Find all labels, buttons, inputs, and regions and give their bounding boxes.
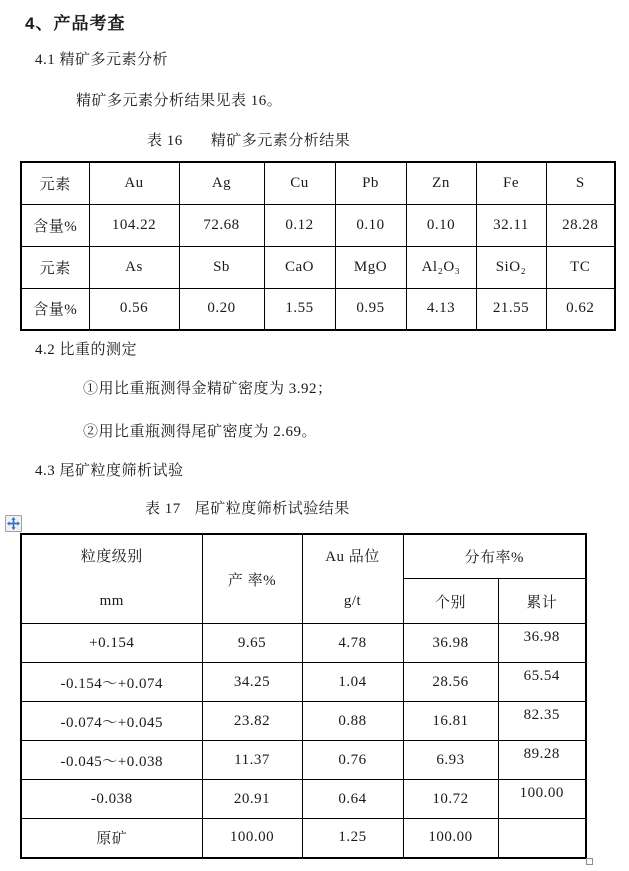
table16-cell[interactable]: 0.56	[89, 288, 179, 330]
table16-cell[interactable]: 0.95	[335, 288, 406, 330]
table-header-row	[21, 534, 586, 579]
table16-cell[interactable]: 104.22	[89, 204, 179, 246]
table17-cell[interactable]: 89.28	[498, 741, 586, 780]
table17-cell[interactable]: 65.54	[498, 663, 586, 702]
table17-cell[interactable]: 36.98	[403, 624, 498, 663]
table17-caption[interactable]	[145, 497, 350, 518]
table-row	[21, 162, 615, 204]
section-heading[interactable]: 4、产品考查	[25, 14, 126, 33]
table17-cell[interactable]: 1.04	[302, 663, 403, 702]
table16-label-cell[interactable]: 含量%	[21, 204, 89, 246]
table16-cell[interactable]: 0.12	[264, 204, 335, 246]
table17-cell[interactable]: 100.00	[403, 819, 498, 858]
table17-header-size-class[interactable]	[21, 534, 202, 624]
table16-cell[interactable]: Sb	[179, 246, 264, 288]
table17-cell[interactable]: 4.78	[302, 624, 403, 663]
table16-cell[interactable]: Al₂O₃	[406, 246, 476, 288]
table16-multi-element-analysis	[20, 161, 616, 331]
table16-cell[interactable]: CaO	[264, 246, 335, 288]
subsection-4-3-title[interactable]: 4.3 尾矿粒度筛析试验	[35, 463, 184, 479]
table16-label-cell[interactable]: 含量%	[21, 288, 89, 330]
table16-cell[interactable]: 28.28	[546, 204, 615, 246]
table16-cell[interactable]: 0.20	[179, 288, 264, 330]
table17-cell[interactable]: 10.72	[403, 780, 498, 819]
table16-caption-label: 表 16	[147, 133, 183, 149]
table17-cell[interactable]: 100.00	[498, 780, 586, 819]
table16-cell[interactable]: Au	[89, 162, 179, 204]
table16-cell[interactable]: Ag	[179, 162, 264, 204]
table17-cell[interactable]: 9.65	[202, 624, 302, 663]
paragraph-density-tailings[interactable]: ②用比重瓶测得尾矿密度为 2.69。	[83, 424, 318, 440]
table-row	[21, 663, 586, 702]
table17-cell[interactable]: 0.88	[302, 702, 403, 741]
table16-cell[interactable]: 4.13	[406, 288, 476, 330]
table16-cell[interactable]: TC	[546, 246, 615, 288]
table16-cell[interactable]: 0.10	[335, 204, 406, 246]
paragraph-density-concentrate[interactable]: ①用比重瓶测得金精矿密度为 3.92；	[83, 381, 333, 397]
table16-cell[interactable]: As	[89, 246, 179, 288]
table-row	[21, 246, 615, 288]
table17-cell[interactable]: 20.91	[202, 780, 302, 819]
paragraph-table16-reference[interactable]: 精矿多元素分析结果见表 16。	[76, 93, 283, 109]
table17-cell[interactable]: 100.00	[202, 819, 302, 858]
table-resize-handle[interactable]	[586, 858, 593, 865]
header-au-grade-label: Au 品位	[325, 549, 380, 565]
table17-cell[interactable]: 1.25	[302, 819, 403, 858]
table16-label-cell[interactable]: 元素	[21, 246, 89, 288]
table17-size-cell[interactable]: -0.074～+0.045	[21, 702, 202, 741]
table16-cell[interactable]: Zn	[406, 162, 476, 204]
table16-cell[interactable]: Pb	[335, 162, 406, 204]
table17-size-cell[interactable]: 原矿	[21, 819, 202, 858]
table16-cell[interactable]: SiO₂	[476, 246, 546, 288]
header-size-class-unit: mm	[99, 593, 124, 609]
table16-cell[interactable]: 0.10	[406, 204, 476, 246]
table17-cell[interactable]	[498, 819, 586, 858]
table17-cell[interactable]: 0.64	[302, 780, 403, 819]
table17-size-cell[interactable]: -0.154～+0.074	[21, 663, 202, 702]
table17-cell[interactable]: 23.82	[202, 702, 302, 741]
table16-cell[interactable]: 0.62	[546, 288, 615, 330]
table-row	[21, 204, 615, 246]
table17-caption-title: 尾矿粒度筛析试验结果	[194, 501, 350, 517]
table-row	[21, 780, 586, 819]
table16-cell[interactable]: 32.11	[476, 204, 546, 246]
table17-cell[interactable]: 16.81	[403, 702, 498, 741]
table17-sieve-analysis	[20, 533, 587, 859]
table17-header-individual[interactable]: 个别	[403, 579, 498, 624]
table-row	[21, 288, 615, 330]
table17-cell[interactable]: 0.76	[302, 741, 403, 780]
table-row	[21, 702, 586, 741]
table17-caption-label: 表 17	[145, 501, 181, 517]
table17-header-yield[interactable]: 产 率%	[202, 534, 302, 624]
table16-cell[interactable]: Fe	[476, 162, 546, 204]
table16-cell[interactable]: S	[546, 162, 615, 204]
table17-cell[interactable]: 82.35	[498, 702, 586, 741]
table17-cell[interactable]: 36.98	[498, 624, 586, 663]
table17-size-cell[interactable]: -0.038	[21, 780, 202, 819]
table17-size-cell[interactable]: +0.154	[21, 624, 202, 663]
subsection-4-1-title[interactable]: 4.1 精矿多元素分析	[35, 52, 169, 68]
subsection-4-2-title[interactable]: 4.2 比重的测定	[35, 342, 138, 358]
table16-cell[interactable]: Cu	[264, 162, 335, 204]
table17-header-au-grade[interactable]	[302, 534, 403, 624]
table-row	[21, 741, 586, 780]
header-size-class-label: 粒度级别	[80, 549, 143, 565]
table17-cell[interactable]: 34.25	[202, 663, 302, 702]
table16-cell[interactable]: 1.55	[264, 288, 335, 330]
header-au-grade-unit: g/t	[343, 593, 362, 609]
table16-caption[interactable]	[147, 129, 350, 150]
table16-cell[interactable]: 72.68	[179, 204, 264, 246]
table-row	[21, 624, 586, 663]
move-cross-icon	[7, 517, 20, 530]
table-row	[21, 819, 586, 858]
table17-cell[interactable]: 11.37	[202, 741, 302, 780]
table17-header-distribution[interactable]: 分布率%	[403, 534, 586, 579]
table-move-handle[interactable]	[5, 515, 22, 532]
table17-size-cell[interactable]: -0.045～+0.038	[21, 741, 202, 780]
table17-cell[interactable]: 28.56	[403, 663, 498, 702]
table16-cell[interactable]: MgO	[335, 246, 406, 288]
table17-header-cumulative[interactable]: 累计	[498, 579, 586, 624]
table16-caption-title: 精矿多元素分析结果	[210, 133, 351, 149]
table17-cell[interactable]: 6.93	[403, 741, 498, 780]
table16-label-cell[interactable]: 元素	[21, 162, 89, 204]
table16-cell[interactable]: 21.55	[476, 288, 546, 330]
